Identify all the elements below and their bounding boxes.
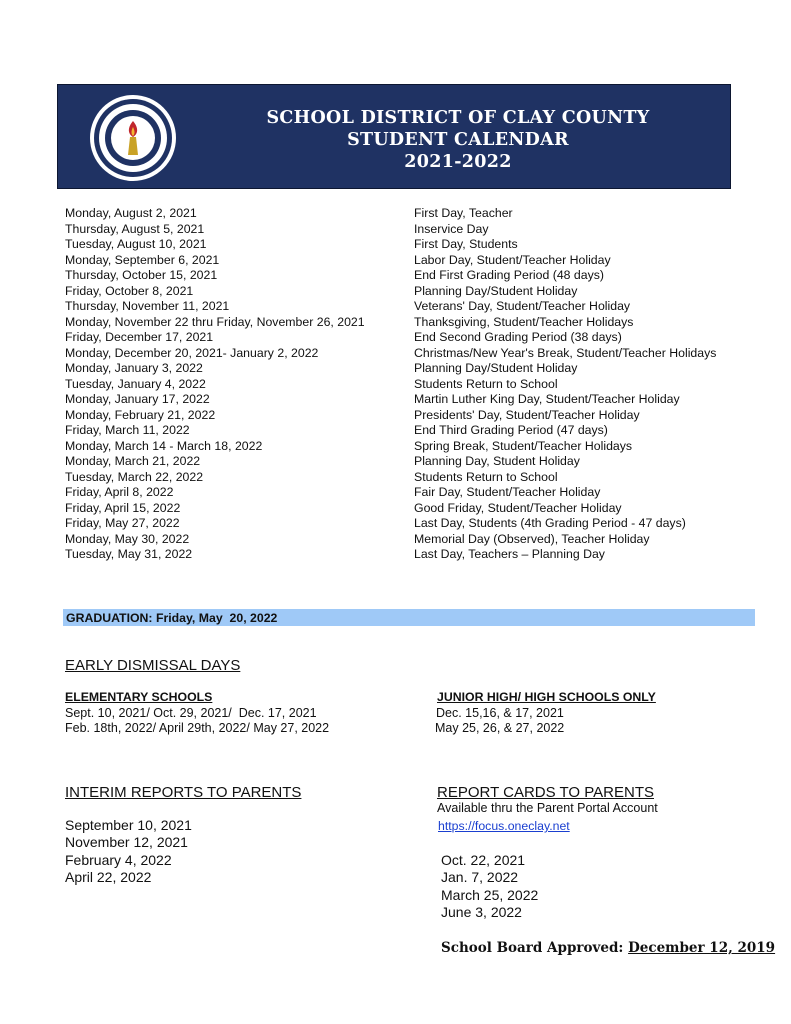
event-description: Presidents' Day, Student/Teacher Holiday — [414, 407, 640, 422]
event-date: Monday, March 14 - March 18, 2022 — [65, 438, 263, 453]
event-row — [65, 253, 755, 269]
school-year: 2021-2022 — [404, 152, 512, 172]
event-row — [65, 516, 755, 532]
event-row — [65, 237, 755, 253]
event-date: Monday, February 21, 2022 — [65, 407, 216, 422]
calendar-events — [65, 206, 755, 563]
portal-note: Available thru the Parent Portal Account — [437, 801, 658, 815]
approval-date: December 12, 2019 — [628, 940, 776, 956]
event-date: Tuesday, August 10, 2021 — [65, 237, 207, 251]
calendar-title: STUDENT CALENDAR — [347, 130, 569, 150]
event-row — [65, 547, 755, 563]
event-description: Good Friday, Student/Teacher Holiday — [414, 500, 622, 515]
graduation-banner — [63, 609, 755, 626]
graduation-text: GRADUATION: Friday, May 20, 2022 — [66, 611, 278, 625]
event-date: Tuesday, March 22, 2022 — [65, 469, 204, 484]
early-dismissal-title: EARLY DISMISSAL DAYS — [65, 657, 241, 674]
event-row — [65, 330, 755, 346]
district-name: SCHOOL DISTRICT OF CLAY COUNTY — [266, 108, 650, 128]
secondary-dates-line: May 25, 26, & 27, 2022 — [435, 721, 565, 735]
event-description: Students Return to School — [414, 469, 558, 484]
event-row — [65, 377, 755, 393]
event-description: Labor Day, Student/Teacher Holiday — [414, 252, 611, 267]
secondary-dates-line: Dec. 15,16, & 17, 2021 — [436, 706, 564, 720]
report-cards-title: REPORT CARDS TO PARENTS — [437, 784, 654, 801]
event-description: End Third Grading Period (47 days) — [414, 423, 608, 437]
event-row — [65, 454, 755, 470]
portal-link[interactable]: https://focus.oneclay.net — [438, 819, 570, 833]
event-description: Planning Day, Student Holiday — [414, 454, 580, 468]
event-date: Monday, September 6, 2021 — [65, 252, 220, 267]
event-date: Thursday, October 15, 2021 — [65, 268, 218, 282]
event-row — [65, 268, 755, 284]
event-date: Monday, November 22 thru Friday, November 26, 2021 — [65, 314, 365, 329]
event-date: Thursday, November 11, 2021 — [65, 299, 230, 313]
interim-reports-title: INTERIM REPORTS TO PARENTS — [65, 784, 302, 801]
district-seal-icon — [88, 93, 178, 183]
event-description: Martin Luther King Day, Student/Teacher Holiday — [414, 392, 680, 406]
event-row — [65, 299, 755, 315]
report-card-date: March 25, 2022 — [441, 887, 539, 903]
event-row — [65, 423, 755, 439]
event-date: Friday, December 17, 2021 — [65, 330, 214, 344]
event-date: Tuesday, May 31, 2022 — [65, 547, 193, 561]
event-row — [65, 206, 755, 222]
event-description: End Second Grading Period (38 days) — [414, 330, 622, 344]
event-description: Spring Break, Student/Teacher Holidays — [414, 438, 633, 453]
event-date: Monday, May 30, 2022 — [65, 531, 190, 546]
event-row — [65, 392, 755, 408]
event-date: Thursday, August 5, 2021 — [65, 221, 205, 236]
elementary-dates-line: Feb. 18th, 2022/ April 29th, 2022/ May 27, 2022 — [65, 721, 330, 735]
event-description: End First Grading Period (48 days) — [414, 268, 605, 282]
event-row — [65, 470, 755, 486]
interim-date: April 22, 2022 — [65, 869, 152, 885]
event-row — [65, 222, 755, 238]
event-description: Thanksgiving, Student/Teacher Holidays — [414, 314, 634, 329]
event-date: Friday, May 27, 2022 — [65, 516, 180, 530]
report-card-date: June 3, 2022 — [441, 904, 522, 920]
event-description: First Day, Students — [414, 237, 518, 251]
elementary-dates-line: Sept. 10, 2021/ Oct. 29, 2021/ Dec. 17, 2021 — [65, 706, 317, 720]
event-row — [65, 315, 755, 331]
event-date: Friday, October 8, 2021 — [65, 283, 194, 298]
event-row — [65, 439, 755, 455]
event-row — [65, 284, 755, 300]
event-description: First Day, Teacher — [414, 206, 513, 220]
event-row — [65, 501, 755, 517]
interim-date: September 10, 2021 — [65, 817, 192, 833]
event-description: Planning Day/Student Holiday — [414, 283, 578, 298]
event-date: Monday, December 20, 2021- January 2, 2022 — [65, 345, 319, 360]
event-description: Last Day, Teachers – Planning Day — [414, 547, 605, 561]
board-approval — [441, 940, 775, 956]
event-date: Friday, March 11, 2022 — [65, 423, 190, 437]
report-card-date: Oct. 22, 2021 — [441, 852, 526, 868]
event-description: Christmas/New Year's Break, Student/Teacher Holidays — [414, 345, 717, 360]
event-description: Memorial Day (Observed), Teacher Holiday — [414, 531, 650, 546]
secondary-title: JUNIOR HIGH/ HIGH SCHOOLS ONLY — [437, 690, 656, 704]
event-date: Monday, March 21, 2022 — [65, 454, 201, 468]
event-date: Monday, January 17, 2022 — [65, 392, 210, 406]
approval-label: School Board Approved: — [441, 940, 624, 956]
event-description: Inservice Day — [414, 221, 489, 236]
event-date: Monday, January 3, 2022 — [65, 361, 203, 375]
event-description: Fair Day, Student/Teacher Holiday — [414, 485, 601, 499]
event-date: Friday, April 15, 2022 — [65, 500, 181, 515]
report-card-date: Jan. 7, 2022 — [441, 869, 519, 885]
event-row — [65, 485, 755, 501]
event-row — [65, 532, 755, 548]
event-row — [65, 346, 755, 362]
event-row — [65, 408, 755, 424]
calendar-header — [57, 84, 731, 189]
elementary-title: ELEMENTARY SCHOOLS — [65, 690, 213, 704]
event-date: Friday, April 8, 2022 — [65, 485, 174, 499]
event-date: Monday, August 2, 2021 — [65, 206, 197, 220]
event-description: Veterans' Day, Student/Teacher Holiday — [414, 299, 631, 313]
event-description: Students Return to School — [414, 376, 558, 391]
event-description: Last Day, Students (4th Grading Period - 47 days) — [414, 516, 686, 530]
interim-date: February 4, 2022 — [65, 852, 172, 868]
interim-date: November 12, 2021 — [65, 834, 188, 850]
event-date: Tuesday, January 4, 2022 — [65, 376, 206, 391]
event-description: Planning Day/Student Holiday — [414, 361, 578, 375]
event-row — [65, 361, 755, 377]
